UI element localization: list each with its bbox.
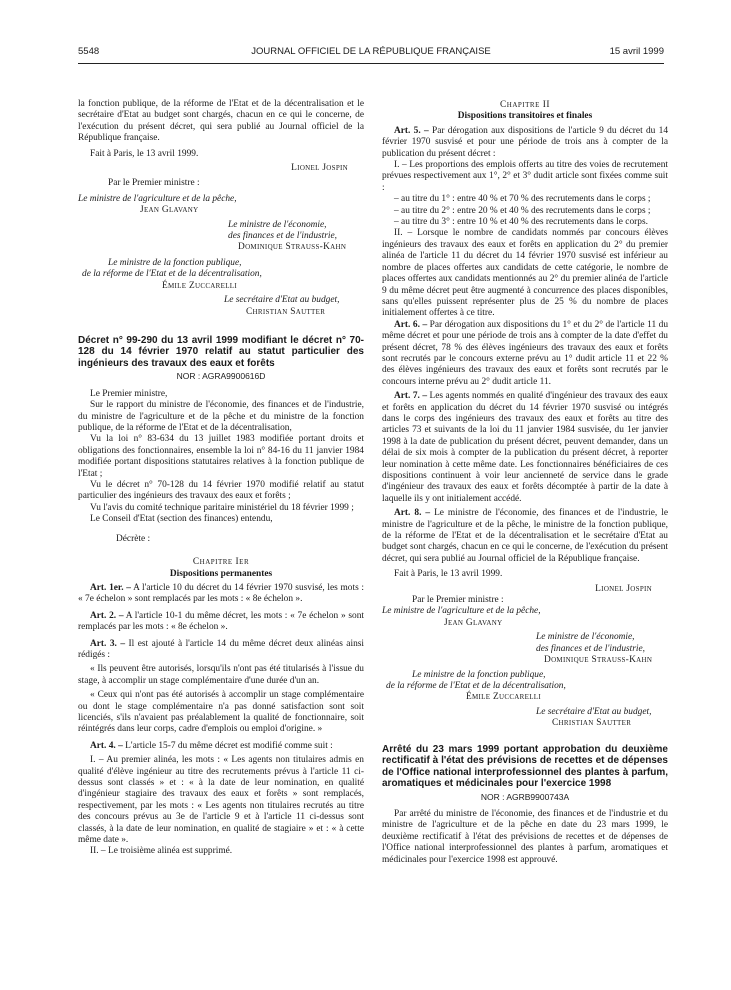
vu-5: Le Conseil d'Etat (section des finances) entendu, <box>90 514 273 525</box>
list-item-3: – au titre du 3° : entre 10 % et 40 % des recrutements dans le corps. <box>394 217 648 228</box>
art-4 <box>78 741 364 752</box>
art-7 <box>382 391 668 505</box>
art-3-label: Art. 3. – <box>90 638 126 649</box>
vu-2: Vu la loi n° 83-634 du 13 juillet 1983 modifiée portant droits et obligations des fonctionnaires, ensemble la loi n° 84-16 du 11 janvier 1984 modifiée portant dispositions statutaires relatives à la fonction publique de l'Etat ; <box>78 434 364 479</box>
header-rule <box>78 63 664 64</box>
art-8 <box>382 508 668 565</box>
sec-budget-title-2: Le secrétaire d'Etat au budget, <box>536 706 652 717</box>
decrete: Décrète : <box>116 533 151 544</box>
min-fp-title1-2: Le ministre de la fonction publique, <box>412 669 546 680</box>
art-1-label: Art. 1er. – <box>90 582 131 593</box>
art-2-label: Art. 2. – <box>90 610 124 621</box>
min-eco-name-2: Dominique Strauss-Kahn <box>544 655 653 666</box>
vu-4: Vu l'avis du comité technique paritaire ministériel du 18 février 1999 ; <box>90 502 354 513</box>
decree-title: Décret n° 99-290 du 13 avril 1999 modifiant le décret n° 70-128 du 14 février 1970 relatif au statut particulier des ingénieurs des travaux des eaux et forêts <box>78 334 364 369</box>
art-5-i: I. – Les proportions des emplois offerts au titre des voies de recrutement prévues respectivement aux 1°, 2° et 3° dudit article sont fixées comme suit : <box>382 160 668 193</box>
fait-line-2: Fait à Paris, le 13 avril 1999. <box>394 569 503 580</box>
min-eco-title2: des finances et de l'industrie, <box>228 231 338 242</box>
arrete-nor: NOR : AGRB9900743A <box>480 791 570 802</box>
min-eco-name: Dominique Strauss-Kahn <box>238 242 347 253</box>
min-fp-name: Émile Zuccarelli <box>162 280 237 291</box>
art-5-text: Par dérogation aux dispositions de l'article 9 du décret du 14 février 1970 susvisé et pour une période de trois ans à compter de la publication du présent décret : <box>382 125 669 159</box>
arrete-body: Par arrêté du ministre de l'économie, des finances et de l'industrie et du ministre de l'agriculture et de la pêche en date du 23 mars 1999, le deuxième rectificatif à l'état des prévisions de recettes et de dépenses de l'Office national interprofessionnel des plantes à parfum, aromatiques et médicinales pour l'exercice 1998 est approuvé. <box>382 808 668 865</box>
art-6-label: Art. 6. – <box>394 319 428 330</box>
issue-date: 15 avril 1999 <box>609 46 664 57</box>
min-agri-name: Jean Glavany <box>140 205 199 216</box>
min-eco-title1: Le ministre de l'économie, <box>228 219 327 230</box>
art-1-text: A l'article 10 du décret du 14 février 1970 susvisé, les mots : « 7e échelon » sont remplacés par les mots : « 8e échelon ». <box>78 582 365 605</box>
list-item-2: – au titre du 2° : entre 20 % et 40 % des recrutements dans le corps ; <box>394 205 651 216</box>
art-8-label: Art. 8. – <box>394 508 431 519</box>
chapter-2-title: Dispositions transitoires et finales <box>457 111 593 122</box>
right-column <box>382 100 668 866</box>
journal-title: JOURNAL OFFICIEL DE LA RÉPUBLIQUE FRANÇAISE <box>251 46 491 57</box>
sec-budget-name: Christian Sautter <box>246 306 326 317</box>
pm-line: Le Premier ministre, <box>90 388 168 399</box>
min-fp-title2: de la réforme de l'Etat et de la décentralisation, <box>82 269 262 280</box>
art-7-text: Les agents nommés en qualité d'ingénieur des travaux des eaux et forêts en application du décret du 14 février 1970 susvisé ou intégrés dans le corps des ingénieurs des travaux des eaux et forêts au titre des articles 73 et suivants de la loi du 11 janvier 1984 susvisée, du 1er janvier 1998 à la date de publication du présent décret, peuvent demander, dans un délai de six mois à compter de la publication du présent décret, à reporter leur nomination à cette même date. Les fonctionnaires bénéficiaires de ces dispositions continuent à voir leur ancienneté de service dans le grade d'ingénieur des travaux des eaux et forêts décomptée à partir de la date à laquelle ils y ont initialement accédé. <box>382 391 668 504</box>
art-3 <box>78 639 364 662</box>
chapter-1-heading: Chapitre Ier <box>192 557 250 568</box>
chapter-2-heading: Chapitre II <box>500 100 550 110</box>
art-3-text: Il est ajouté à l'article 14 du même décret deux alinéas ainsi rédigés : <box>78 638 365 660</box>
min-fp-title2-2: de la réforme de l'Etat et de la décentralisation, <box>386 680 566 691</box>
min-fp-title1: Le ministre de la fonction publique, <box>108 257 242 268</box>
art-2 <box>78 611 364 634</box>
min-fp-name-2: Émile Zuccarelli <box>466 692 541 703</box>
art-4-text: L'article 15-7 du même décret est modifié comme suit : <box>125 740 333 751</box>
signer-pm-2: Lionel Jospin <box>595 583 652 594</box>
signer-pm: Lionel Jospin <box>291 163 348 174</box>
sec-budget-name-2: Christian Sautter <box>552 718 632 729</box>
intro-paragraph: la fonction publique, de la réforme de l'Etat et de la décentralisation et le secrétaire d'Etat au budget sont chargés, chacun en ce qui le concerne, de l'exécution du présent décret, qui sera publié au Journal officiel de la République française. <box>78 99 364 144</box>
art-4-ii: II. – Le troisième alinéa est supprimé. <box>90 846 233 857</box>
art-1 <box>78 583 364 606</box>
fait-line: Fait à Paris, le 13 avril 1999. <box>90 148 199 159</box>
min-agri-title: Le ministre de l'agriculture et de la pêche, <box>78 193 237 204</box>
art-4-i: I. – Au premier alinéa, les mots : « Les agents non titulaires admis en qualité d'élève ingénieur au titre des recrutements prévus à l'article 11 ci-dessus sont classés » et : « à la date de leur nomination, en qualité d'ingénieur stagiaire des travaux des eaux et forêts » sont remplacés, respectivement, par les mots : « Les agents non titulaires recrutés au titre des concours prévus au 3e de l'article 9 et à l'article 11 ci-dessus sont classés, à la date de leur nomination, en qualité de stagiaire » et : « à cette même date ». <box>78 755 364 846</box>
list-item-1: – au titre du 1° : entre 40 % et 70 % des recrutements dans le corps ; <box>394 194 651 205</box>
art-5-label: Art. 5. – <box>394 125 429 136</box>
min-agri-title-2: Le ministre de l'agriculture et de la pêche, <box>382 606 541 617</box>
chapter-1-title: Dispositions permanentes <box>169 568 273 579</box>
min-eco-title1-2: Le ministre de l'économie, <box>536 632 635 643</box>
decree-nor: NOR : AGRA9900616D <box>176 371 266 382</box>
art-7-label: Art. 7. – <box>394 391 428 402</box>
art-4-label: Art. 4. – <box>90 740 123 751</box>
art-6 <box>382 320 668 388</box>
art-8-text: Le ministre de l'économie, des finances et de l'industrie, le ministre de l'agriculture et de la pêche, le ministre de la fonction publique, de la réforme de l'Etat et de la décentralisation et le secrétaire d'Etat au budget sont chargés, chacun en ce qui le concerne, de l'exécution du présent décret, qui sera publié au Journal officiel de la République française. <box>382 508 668 564</box>
page-header <box>78 46 664 60</box>
min-eco-title2-2: des finances et de l'industrie, <box>536 643 646 654</box>
page-number: 5548 <box>78 46 100 57</box>
art-6-text: Par dérogation aux dispositions du 1° et du 2° de l'article 11 du même décret et pour une période de trois ans à compter de la date d'effet du présent décret, 78 % des élèves ingénieurs des travaux des eaux et forêts sont recrutés par le concours externe prévu au 1° dudit article 11 et 22 % des élèves ingénieurs des travaux des eaux et forêts sont recrutés par le concours interne prévu au 2° dudit article 11. <box>382 319 669 387</box>
par-pm-2: Par le Premier ministre : <box>412 595 504 606</box>
par-pm: Par le Premier ministre : <box>108 178 200 189</box>
art-3-quote-2: « Ceux qui n'ont pas été autorisés à accomplir un stage complémentaire ou dont le stage complémentaire n'a pas donné satisfaction sont soit licenciés, s'ils n'avaient pas préalablement la qualité de fonctionnaire, soit réintégrés dans leur corps, cadre d'emplois ou emploi d'origine. » <box>78 690 364 735</box>
art-5-ii: II. – Lorsque le nombre de candidats nommés par concours élèves ingénieurs des travaux des eaux et forêts en application du 2° du premier alinéa de l'article 11 du décret du 14 février 1970 susvisé est inférieur au nombre de places offertes aux candidats de cette catégorie, le nombre de places offertes aux candidats mentionnés au 2° du premier alinéa de l'article 9 du même décret peut être augmenté à concurrence des places disponibles, sans qu'elles puissent représenter plus de 25 % du nombre de places initialement offertes à ce titre. <box>382 228 668 319</box>
art-3-quote-1: « Ils peuvent être autorisés, lorsqu'ils n'ont pas été titularisés à l'issue du stage, à accomplir un stage complémentaire d'une durée d'un an. <box>78 664 364 686</box>
left-column <box>78 99 364 858</box>
sec-budget-title: Le secrétaire d'Etat au budget, <box>224 295 340 306</box>
vu-1: Sur le rapport du ministre de l'économie, des finances et de l'industrie, du ministre de l'agriculture et de la pêche et du ministre de la fonction publique, de la réforme de l'Etat et de la décentralisation, <box>78 400 364 434</box>
min-agri-name-2: Jean Glavany <box>444 617 503 628</box>
art-5 <box>382 126 668 160</box>
arrete-title: Arrêté du 23 mars 1999 portant approbation du deuxième rectificatif à l'état des prévisions de recettes et de dépenses de l'Office national interprofessionnel des plantes à parfum, aromatiques et médicinales pour l'exercice 1998 <box>382 743 668 790</box>
vu-3: Vu le décret n° 70-128 du 14 février 1970 modifié relatif au statut particulier des ingénieurs des travaux des eaux et forêts ; <box>78 480 364 502</box>
art-2-text: A l'article 10-1 du même décret, les mots : « 7e échelon » sont remplacés par les mots : « 8e échelon ». <box>78 610 364 633</box>
